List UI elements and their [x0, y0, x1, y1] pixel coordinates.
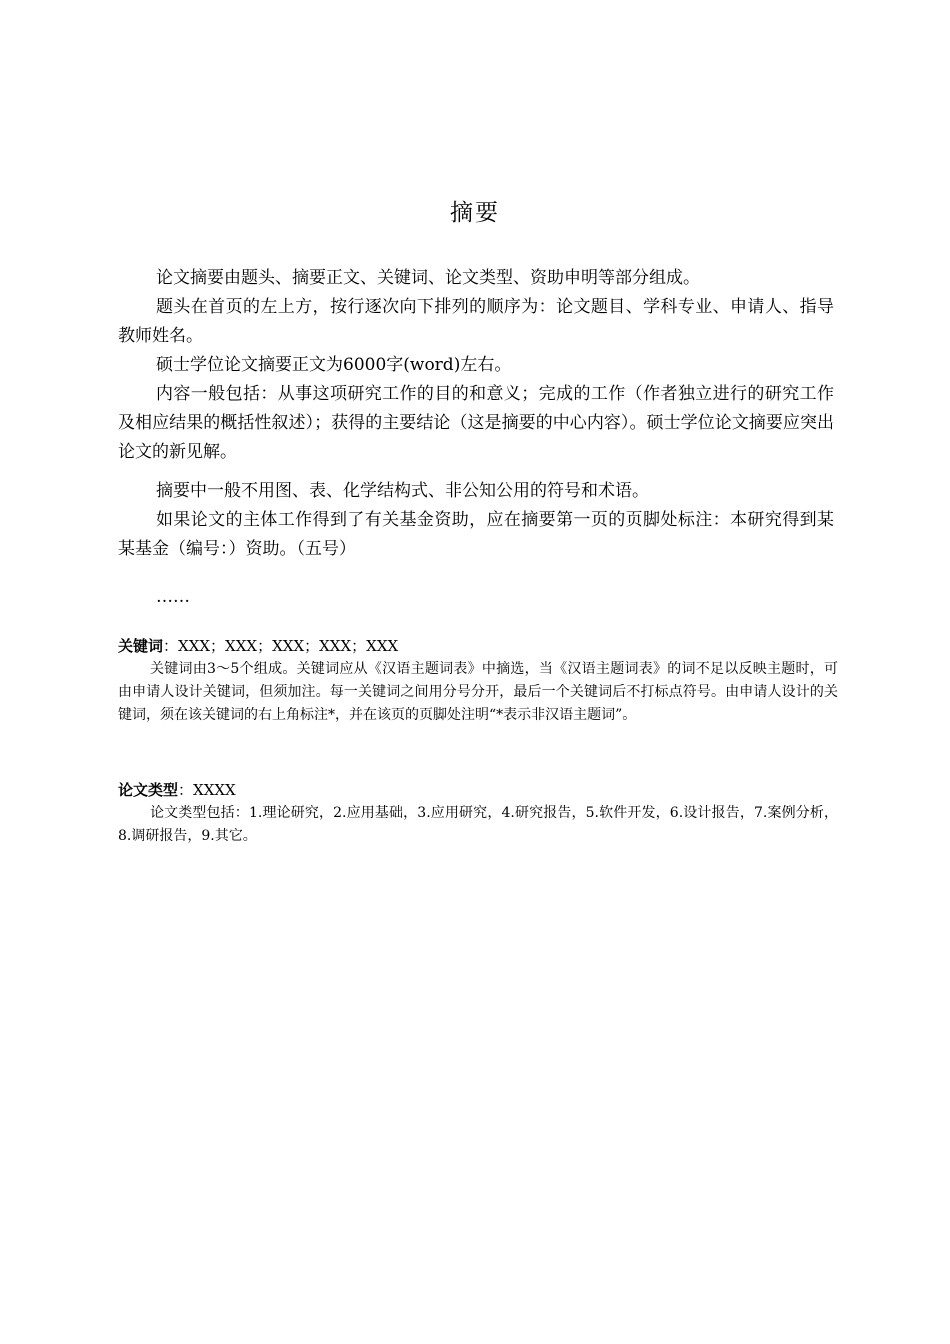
paragraph: 论文摘要由题头、摘要正文、关键词、论文类型、资助申明等部分组成。: [156, 268, 700, 288]
keywords-note: 关键词由3～5个组成。关键词应从《汉语主题词表》中摘选，当《汉语主题词表》的词不足以反映主题时，可由申请人设计关键词，但须加注。每一关键词之间用分号分开，最后一个关键词后不打标点符号。由申请人设计的关键词，须在该关键词的右上角标注*，并在该页的页脚处注明“*表示非汉语主题词”。: [118, 661, 838, 723]
keywords-line: [118, 635, 838, 658]
paragraph: 内容一般包括：从事这项研究工作的目的和意义；完成的工作（作者独立进行的研究工作及相应结果的概括性叙述）；获得的主要结论（这是摘要的中心内容）。硕士学位论文摘要应突出论文的新见解。: [118, 384, 834, 462]
ellipsis: ……: [156, 587, 190, 607]
keywords-value: ：XXX；XXX；XXX；XXX；XXX: [163, 637, 399, 655]
paragraph: 硕士学位论文摘要正文为6000字(word)左右。: [156, 355, 512, 375]
abstract-body: [118, 264, 834, 467]
keywords-label: 关键词: [118, 637, 164, 655]
ellipsis-block: [118, 583, 834, 612]
paragraph: 摘要中一般不用图、表、化学结构式、非公知公用的符号和术语。: [156, 481, 649, 501]
paragraph: 题头在首页的左上方，按行逐次向下排列的顺序为：论文题目、学科专业、申请人、指导教师姓名。: [118, 297, 834, 346]
paragraph: 如果论文的主体工作得到了有关基金资助，应在摘要第一页的页脚处标注：本研究得到某某基金（编号：）资助。（五号）: [118, 510, 834, 559]
thesis-type-note: 论文类型包括：1.理论研究，2.应用基础，3.应用研究，4.研究报告，5.软件开发，6.设计报告，7.案例分析，8.调研报告，9.其它。: [118, 805, 838, 844]
thesis-type-value: ：XXXX: [178, 781, 236, 799]
keywords-section: [118, 635, 838, 727]
thesis-type-label: 论文类型: [118, 781, 179, 799]
page-title: 摘要: [450, 200, 500, 226]
abstract-body-continued: [118, 477, 834, 564]
thesis-type-line: [118, 779, 838, 802]
thesis-type-section: [118, 779, 838, 848]
